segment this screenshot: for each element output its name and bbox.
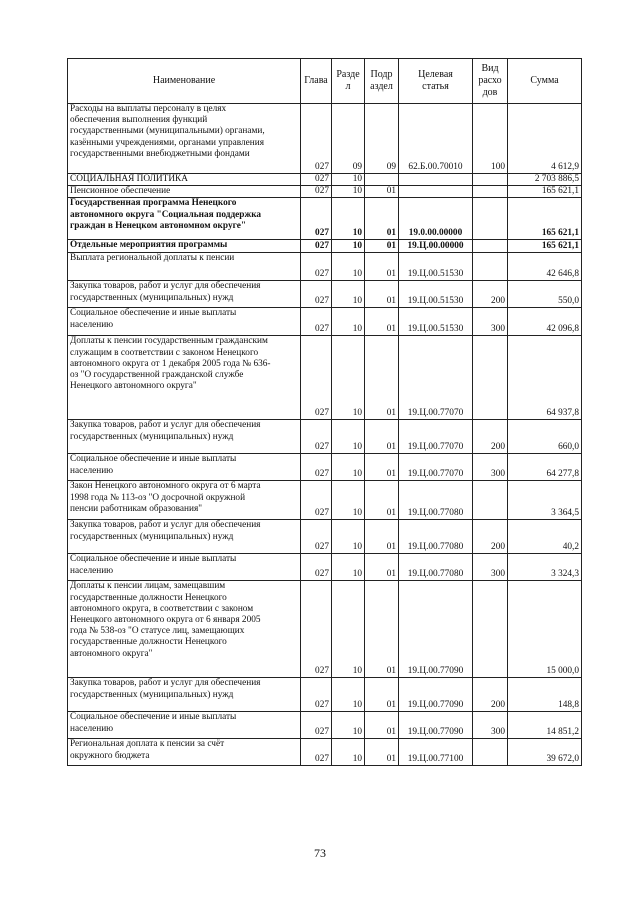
- cell-name: Закон Ненецкого автономного округа от 6 марта 1998 года № 113-оз "О досрочной окружной пенсии работникам образования": [68, 481, 301, 520]
- cell-subsection: 01: [365, 281, 399, 308]
- cell-exptype: [473, 198, 508, 240]
- cell-subsection: 01: [365, 454, 399, 481]
- cell-subsection: 09: [365, 104, 399, 174]
- header-target: Целевая статья: [399, 59, 473, 104]
- table-row: [68, 554, 582, 581]
- cell-section: 10: [332, 174, 365, 186]
- cell-exptype: 200: [473, 281, 508, 308]
- cell-amount: 165 621,1: [508, 186, 582, 198]
- cell-section: 10: [332, 281, 365, 308]
- cell-exptype: 300: [473, 712, 508, 739]
- table-row: [68, 336, 582, 420]
- cell-subsection: 01: [365, 253, 399, 281]
- cell-exptype: [473, 336, 508, 420]
- cell-subsection: 01: [365, 420, 399, 454]
- cell-subsection: 01: [365, 240, 399, 253]
- cell-amount: 39 672,0: [508, 739, 582, 766]
- cell-name: СОЦИАЛЬНАЯ ПОЛИТИКА: [68, 174, 301, 186]
- cell-chapter: 027: [301, 336, 332, 420]
- cell-name: Закупка товаров, работ и услуг для обеспечения государственных (муниципальных) нужд: [68, 281, 301, 308]
- table-row: [68, 308, 582, 336]
- cell-chapter: 027: [301, 678, 332, 712]
- cell-exptype: 200: [473, 678, 508, 712]
- cell-name: Социальное обеспечение и иные выплаты населению: [68, 308, 301, 336]
- header-subsection: Подр аздел: [365, 59, 399, 104]
- cell-amount: 42 096,8: [508, 308, 582, 336]
- cell-target: 19.Ц.00.51530: [399, 253, 473, 281]
- cell-exptype: 200: [473, 420, 508, 454]
- cell-amount: 4 612,9: [508, 104, 582, 174]
- cell-section: 10: [332, 678, 365, 712]
- cell-section: 10: [332, 198, 365, 240]
- cell-subsection: 01: [365, 308, 399, 336]
- cell-amount: 550,0: [508, 281, 582, 308]
- cell-exptype: [473, 481, 508, 520]
- cell-subsection: 01: [365, 186, 399, 198]
- cell-chapter: 027: [301, 520, 332, 554]
- cell-target: 19.Ц.00.77070: [399, 336, 473, 420]
- table-row: [68, 240, 582, 253]
- header-chapter: Глава: [301, 59, 332, 104]
- cell-section: 10: [332, 554, 365, 581]
- cell-chapter: 027: [301, 581, 332, 678]
- cell-section: 10: [332, 186, 365, 198]
- cell-target: 19.Ц.00.77090: [399, 678, 473, 712]
- cell-chapter: 027: [301, 454, 332, 481]
- table-row: [68, 281, 582, 308]
- cell-exptype: [473, 240, 508, 253]
- cell-name: Региональная доплата к пенсии за счёт окружного бюджета: [68, 739, 301, 766]
- cell-section: 10: [332, 253, 365, 281]
- cell-target: 19.0.00.00000: [399, 198, 473, 240]
- cell-target: 62.Б.00.70010: [399, 104, 473, 174]
- cell-amount: 15 000,0: [508, 581, 582, 678]
- cell-name: Пенсионное обеспечение: [68, 186, 301, 198]
- cell-name: Социальное обеспечение и иные выплаты населению: [68, 554, 301, 581]
- cell-exptype: 300: [473, 454, 508, 481]
- cell-exptype: [473, 186, 508, 198]
- cell-exptype: [473, 739, 508, 766]
- cell-amount: 165 621,1: [508, 198, 582, 240]
- cell-amount: 3 324,3: [508, 554, 582, 581]
- cell-subsection: 01: [365, 581, 399, 678]
- cell-subsection: 01: [365, 739, 399, 766]
- cell-chapter: 027: [301, 281, 332, 308]
- header-name: Наименование: [68, 59, 301, 104]
- cell-section: 10: [332, 420, 365, 454]
- cell-name: Расходы на выплаты персоналу в целях обеспечения выполнения функций государственными (муниципальными) органами, казёнными учреждениями, органами управления государственными внебюджетными фондами: [68, 104, 301, 174]
- cell-target: [399, 174, 473, 186]
- cell-chapter: 027: [301, 554, 332, 581]
- table-row: [68, 186, 582, 198]
- cell-exptype: 300: [473, 308, 508, 336]
- cell-name: Закупка товаров, работ и услуг для обеспечения государственных (муниципальных) нужд: [68, 420, 301, 454]
- cell-amount: 148,8: [508, 678, 582, 712]
- cell-name: Государственная программа Ненецкого автономного округа "Социальная поддержка граждан в Ненецком автономном округе": [68, 198, 301, 240]
- cell-section: 10: [332, 481, 365, 520]
- cell-name: Социальное обеспечение и иные выплаты населению: [68, 454, 301, 481]
- cell-chapter: 027: [301, 253, 332, 281]
- budget-table: [67, 58, 582, 766]
- cell-name: Отдельные мероприятия программы: [68, 240, 301, 253]
- cell-chapter: 027: [301, 174, 332, 186]
- cell-chapter: 027: [301, 186, 332, 198]
- table-row: [68, 481, 582, 520]
- cell-chapter: 027: [301, 481, 332, 520]
- cell-section: 10: [332, 712, 365, 739]
- cell-exptype: 200: [473, 520, 508, 554]
- cell-amount: 660,0: [508, 420, 582, 454]
- cell-chapter: 027: [301, 198, 332, 240]
- cell-exptype: [473, 174, 508, 186]
- table-row: [68, 712, 582, 739]
- cell-subsection: [365, 174, 399, 186]
- table-row: [68, 174, 582, 186]
- cell-section: 09: [332, 104, 365, 174]
- cell-subsection: 01: [365, 336, 399, 420]
- cell-amount: 40,2: [508, 520, 582, 554]
- cell-target: 19.Ц.00.77070: [399, 420, 473, 454]
- page-number: 73: [314, 846, 326, 860]
- cell-target: 19.Ц.00.51530: [399, 308, 473, 336]
- table-body: [68, 104, 582, 766]
- cell-amount: 165 621,1: [508, 240, 582, 253]
- cell-chapter: 027: [301, 104, 332, 174]
- table-row: [68, 739, 582, 766]
- table-row: [68, 520, 582, 554]
- cell-name: Социальное обеспечение и иные выплаты населению: [68, 712, 301, 739]
- cell-section: 10: [332, 581, 365, 678]
- cell-amount: 64 277,8: [508, 454, 582, 481]
- cell-subsection: 01: [365, 678, 399, 712]
- table-row: [68, 198, 582, 240]
- cell-subsection: 01: [365, 712, 399, 739]
- cell-target: 19.Ц.00.77070: [399, 454, 473, 481]
- cell-amount: 42 646,8: [508, 253, 582, 281]
- cell-target: 19.Ц.00.77090: [399, 581, 473, 678]
- cell-exptype: 100: [473, 104, 508, 174]
- cell-name: Закупка товаров, работ и услуг для обеспечения государственных (муниципальных) нужд: [68, 678, 301, 712]
- cell-chapter: 027: [301, 739, 332, 766]
- table-header-row: [68, 59, 582, 104]
- cell-subsection: 01: [365, 520, 399, 554]
- cell-subsection: 01: [365, 198, 399, 240]
- table-row: [68, 454, 582, 481]
- cell-target: 19.Ц.00.77090: [399, 712, 473, 739]
- cell-section: 10: [332, 308, 365, 336]
- cell-target: 19.Ц.00.51530: [399, 281, 473, 308]
- cell-amount: 3 364,5: [508, 481, 582, 520]
- cell-section: 10: [332, 336, 365, 420]
- cell-amount: 2 703 886,5: [508, 174, 582, 186]
- table-row: [68, 581, 582, 678]
- table-row: [68, 104, 582, 174]
- cell-subsection: 01: [365, 481, 399, 520]
- cell-amount: 14 851,2: [508, 712, 582, 739]
- cell-target: 19.Ц.00.77080: [399, 520, 473, 554]
- cell-subsection: 01: [365, 554, 399, 581]
- cell-name: Доплаты к пенсии лицам, замещавшим государственные должности Ненецкого автономного округа, в соответствии с законом Ненецкого автономного округа от 6 января 2005 года № 538-оз "О статусе лиц, замещающих государственные должности Ненецкого автономного округа": [68, 581, 301, 678]
- cell-exptype: 300: [473, 554, 508, 581]
- cell-section: 10: [332, 739, 365, 766]
- cell-amount: 64 937,8: [508, 336, 582, 420]
- table-row: [68, 253, 582, 281]
- cell-section: 10: [332, 454, 365, 481]
- cell-target: 19.Ц.00.77100: [399, 739, 473, 766]
- cell-exptype: [473, 581, 508, 678]
- cell-chapter: 027: [301, 308, 332, 336]
- cell-section: 10: [332, 240, 365, 253]
- cell-target: 19.Ц.00.77080: [399, 554, 473, 581]
- cell-name: Выплата региональной доплаты к пенсии: [68, 253, 301, 281]
- header-exptype: Вид расхо дов: [473, 59, 508, 104]
- cell-target: 19.Ц.00.77080: [399, 481, 473, 520]
- header-section: Разде л: [332, 59, 365, 104]
- table-row: [68, 420, 582, 454]
- header-amount: Сумма: [508, 59, 582, 104]
- table-row: [68, 678, 582, 712]
- cell-chapter: 027: [301, 420, 332, 454]
- cell-target: 19.Ц.00.00000: [399, 240, 473, 253]
- cell-chapter: 027: [301, 712, 332, 739]
- cell-target: [399, 186, 473, 198]
- cell-exptype: [473, 253, 508, 281]
- cell-section: 10: [332, 520, 365, 554]
- cell-name: Доплаты к пенсии государственным гражданским служащим в соответствии с законом Ненецкого автономного округа от 1 декабря 2005 года № 636- оз "О государственной гражданской службе Ненецкого автономного округа": [68, 336, 301, 420]
- cell-chapter: 027: [301, 240, 332, 253]
- cell-name: Закупка товаров, работ и услуг для обеспечения государственных (муниципальных) нужд: [68, 520, 301, 554]
